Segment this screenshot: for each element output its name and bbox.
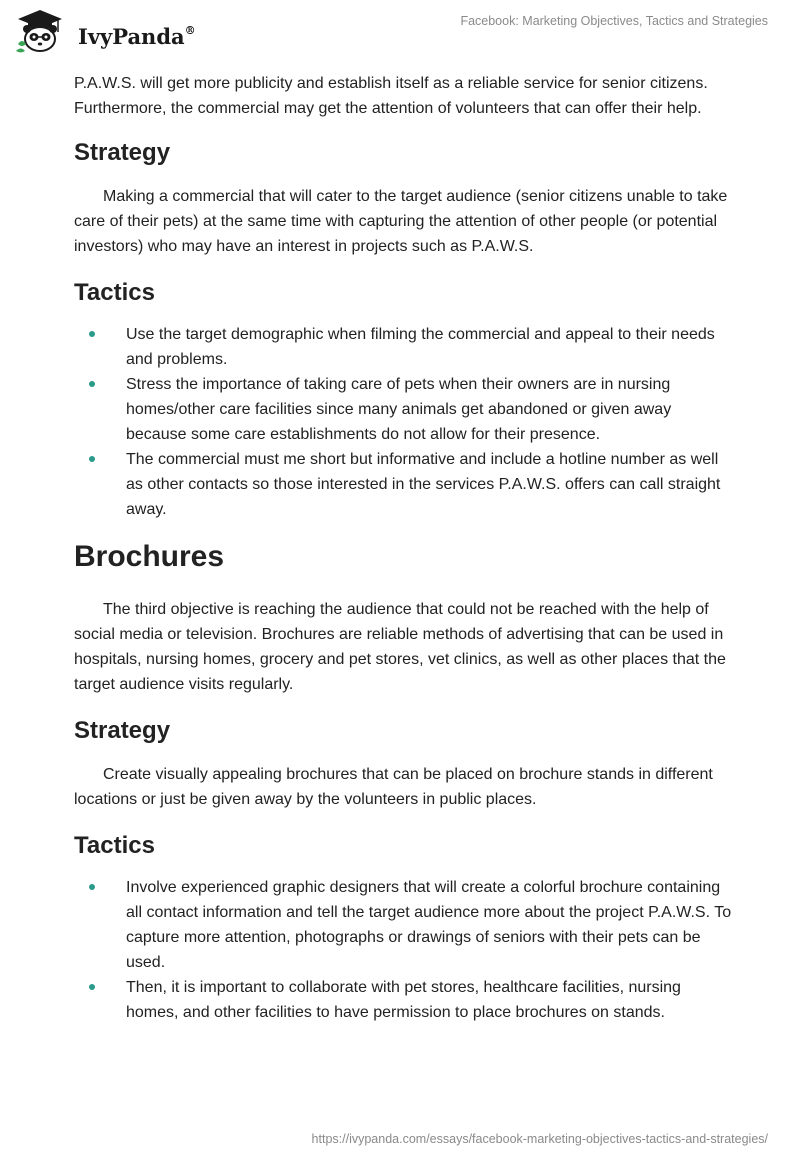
- brand-name: IvyPanda®: [78, 24, 196, 49]
- strategy-heading: Strategy: [74, 139, 171, 166]
- source-url[interactable]: https://ivypanda.com/essays/facebook-marketing-objectives-tactics-and-strategies/: [311, 1132, 768, 1146]
- section-heading-brochures: Brochures: [74, 540, 225, 573]
- ivypanda-logo[interactable]: [14, 8, 204, 54]
- bullet-icon: [89, 456, 95, 462]
- list-item: Stress the importance of taking care of pets when their owners are in nursing homes/other care facilities since many animals get abandoned or given away because some care establishments do not allow for their presence.: [74, 372, 734, 447]
- essay-content: [74, 71, 734, 1025]
- tactics-heading: Tactics: [74, 832, 155, 859]
- strategy-paragraph: Making a commercial that will cater to the target audience (senior citizens unable to take care of their pets) at the same time with capturing the attention of other people (or potential investors) who may have an interest in projects such as P.A.W.S.: [74, 188, 728, 255]
- bullet-icon: [89, 984, 95, 990]
- list-item: Use the target demographic when filming the commercial and appeal to their needs and problems.: [74, 322, 734, 372]
- page-header: [0, 0, 800, 60]
- list-item: Then, it is important to collaborate with pet stores, healthcare facilities, nursing homes, and other facilities to have permission to place brochures on stands.: [74, 975, 734, 1025]
- tactics-list: [74, 875, 734, 1025]
- list-item: Involve experienced graphic designers that will create a colorful brochure containing all contact information and tell the target audience more about the project P.A.W.S. To capture more attention, photographs or drawings of seniors with their pets can be used.: [74, 875, 734, 975]
- tactics-heading: Tactics: [74, 279, 155, 306]
- strategy-paragraph: Create visually appealing brochures that can be placed on brochure stands in different locations or just be given away by the volunteers in public places.: [74, 766, 713, 808]
- bullet-icon: [89, 331, 95, 337]
- tactics-list: [74, 322, 734, 522]
- intro-paragraph: P.A.W.S. will get more publicity and establish itself as a reliable service for senior citizens. Furthermore, the commercial may get the attention of volunteers that can offer their help.: [74, 75, 708, 117]
- bullet-icon: [89, 381, 95, 387]
- list-item: The commercial must me short but informative and include a hotline number as well as other contacts so those interested in the services P.A.W.S. offers can call straight away.: [74, 447, 734, 522]
- panda-graduate-icon: [14, 8, 66, 54]
- brochures-paragraph: The third objective is reaching the audience that could not be reached with the help of social media or television. Brochures are reliable methods of advertising that can be used in hospitals, nursing homes, grocery and pet stores, vet clinics, as well as other places that the target audience visits regularly.: [74, 601, 726, 693]
- strategy-heading: Strategy: [74, 717, 171, 744]
- bullet-icon: [89, 884, 95, 890]
- document-title: Facebook: Marketing Objectives, Tactics and Strategies: [460, 14, 768, 28]
